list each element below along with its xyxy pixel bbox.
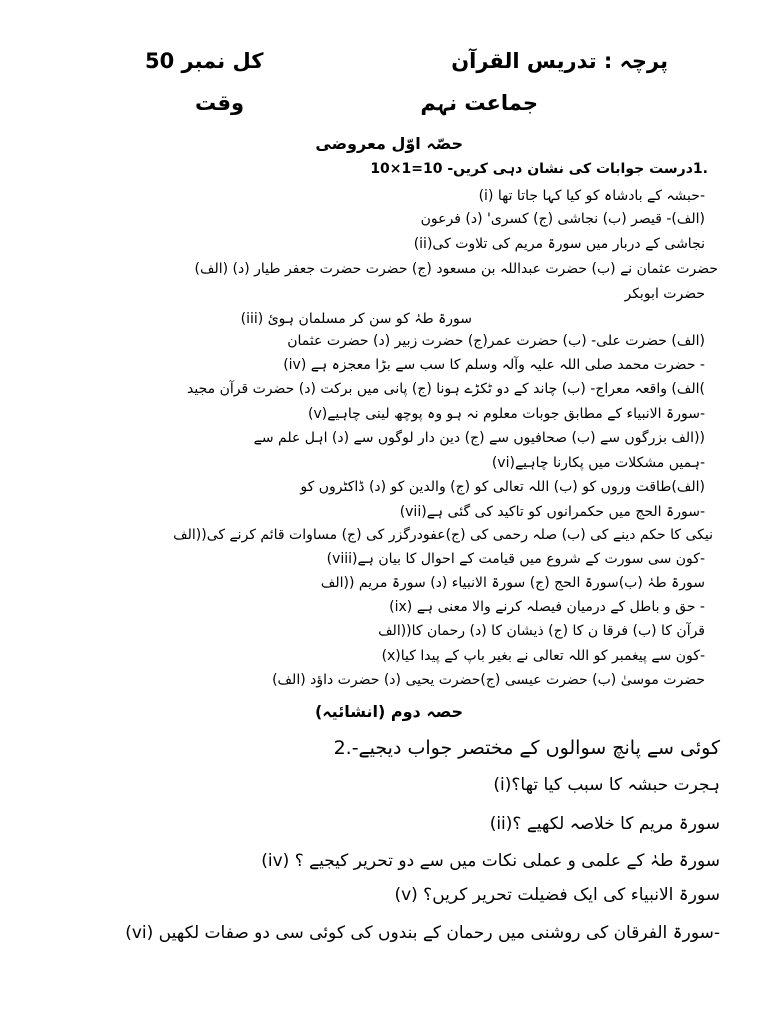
option-line: ((الف بزرگوں سے (ب) صحافیوں سے (ج) دین دار لوگوں سے (د) اہل علم سے bbox=[253, 430, 705, 446]
option-line: سورۃ طہٰ (ب)سورۃ الحج (ج) سورۃ الانبیاء (د) سورۃ مریم ((الف bbox=[320, 575, 705, 591]
question-line: (i) حبشہ کے بادشاہ کو کیا کہا جاتا تھا- bbox=[478, 188, 705, 204]
class-name: جماعت نہم bbox=[420, 91, 538, 115]
option-line: حضرت عثمان نے (ب) حضرت عبداللہ بن مسعود (ج) حضرت حضرت جعفر طیار (د) (الف) bbox=[194, 261, 718, 277]
total-marks: کل نمبر 50 bbox=[145, 49, 264, 73]
option-line: )الف) واقعہ معراج- (ب) چاند کے دو ٹکڑے ہونا (ج) پانی میں برکت (د) حضرت قرآن مجید bbox=[187, 381, 705, 397]
short-question: (v) سورۃ الانبیاء کی ایک فضیلت تحریر کریں؟ bbox=[394, 885, 720, 905]
time-label: وقت bbox=[195, 91, 245, 115]
section2-title: حصہ دوم (انشائیہ) bbox=[314, 702, 463, 721]
question-line: (vii)سورۃ الحج میں حکمرانوں کو تاکید کی گئی ہے- bbox=[399, 504, 705, 520]
short-question: (iv) سورۃ طہٰ کے علمی و عملی نکات میں سے دو تحریر کیجیے ؟ bbox=[261, 851, 720, 871]
short-question: (i)ہجرت حبشہ کا سبب کیا تھا؟ bbox=[493, 775, 720, 795]
section2-instruction: کوئی سے پانچ سوالوں کے مختصر جواب دیجیے-.2 bbox=[333, 737, 720, 759]
option-line: (الف)طاقت وروں کو (ب) اللہ تعالی کو (ج) والدین کو (د) ڈاکٹروں کو bbox=[300, 479, 705, 495]
short-question: (ii)سورۃ مریم کا خلاصہ لکھیے ؟ bbox=[489, 814, 720, 834]
option-line: حضرت موسیٰ (ب) حضرت عیسی (ج)حضرت یحیی (د) حضرت داؤد (الف) bbox=[272, 672, 705, 688]
short-question: (vi) سورۃ الفرقان کی روشنی میں رحمان کے بندوں کی کوئی سی دو صفات لکھیں- bbox=[125, 923, 720, 943]
option-line: قرآن کا (ب) فرقا ن کا (ج) ذیشان کا (د) رحمان کا((الف bbox=[378, 623, 705, 639]
paper-title: پرچہ : تدریس القرآن bbox=[451, 49, 668, 73]
question-line: (ii)نجاشی کے دربار میں سورۃ مریم کی تلاوت کی bbox=[413, 236, 705, 252]
section1-title: حصّہ اوّل معروضی bbox=[315, 134, 463, 153]
option-line: حضرت ابوبکر bbox=[624, 286, 705, 302]
question-line: (v)سورۃ الانبیاء کے مطابق جوبات معلوم نہ ہو وہ پوچھ لینی چاہیے- bbox=[308, 406, 705, 422]
option-line: (الف) حضرت علی- (ب) حضرت عمر(ج) حضرت زبیر (د) حضرت عثمان bbox=[287, 333, 705, 349]
option-line: (الف)- قیصر (ب) نجاشی (ج) کسری' (د) فرعون bbox=[420, 211, 705, 227]
question-line: (vi)ہمیں مشکلات میں پکارنا چاہیے- bbox=[491, 455, 705, 471]
question-line: (ix) حق و باطل کے درمیان فیصلہ کرنے والا معنی ہے - bbox=[389, 599, 705, 615]
question-line: (iv) حضرت محمد صلی اللہ علیہ وآلہ وسلم کا سب سے بڑا معجزہ ہے - bbox=[283, 357, 705, 373]
question-line: (iii) سورۃ طہٰ کو سن کر مسلمان ہوئ bbox=[240, 311, 472, 327]
question-line: (viii)کون سی سورت کے شروع میں قیامت کے احوال کا بیان ہے- bbox=[326, 551, 705, 567]
option-line: نیکی کا حکم دینے کی (ب) صلہ رحمی کی (ج)عفودرگزر کی (ج) مساوات قائم کرنے کی((الف bbox=[173, 527, 713, 543]
question-line: (x)کون سے پیغمبر کو اللہ تعالی نے بغیر باپ کے پیدا کیا- bbox=[381, 648, 705, 664]
section1-instruction: .1درست جوابات کی نشان دہی کریں- 10=1×10 bbox=[370, 161, 708, 177]
